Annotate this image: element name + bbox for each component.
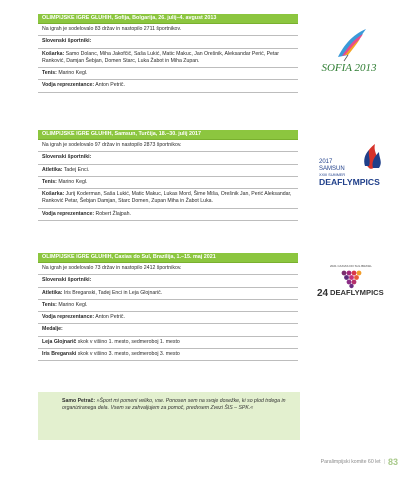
section-header: OLIMPIJSKE IGRE GLUHIH, Caxias do Sul, Brazilija, 1.–15. maj 2021 [38, 253, 298, 263]
caxias-num: 24 [317, 288, 329, 299]
quote-text: »Šport mi pomeni veliko, vse. Ponosen sem na svoje dosežke, ki so plod trdega in organiziranega dela. Vsem se zahvaljujem za pomoč, predvsem Zvezi ŠIS – SPK.« [62, 398, 286, 412]
caxias-top: 2021 CAXIAS DO SUL BRASIL [330, 264, 372, 268]
tenis-row: Tenis: Marino Kegl. [38, 177, 298, 189]
medal-row: Leja Glojnarič skok v višino 1. mesto, sedmeroboj 1. mesto [38, 337, 298, 349]
tenis-row: Tenis: Marino Kegl. [38, 300, 298, 312]
tenis-row: Tenis: Marino Kegl. [38, 68, 298, 80]
caxias-2021-logo [316, 262, 394, 300]
team-leader-row: Vodja reprezentance: Robert Žlajpah. [38, 209, 298, 221]
samsun-sub: XXIII SUMMER [319, 173, 346, 177]
samsun-year: 2017 [319, 159, 333, 165]
medals-heading: Medalje: [38, 324, 298, 336]
quote-author: Samo Petrač: [62, 398, 96, 404]
section-header: OLIMPIJSKE IGRE GLUHIH, Sofija, Bolgarija, 26. julij–4. avgust 2013 [38, 14, 298, 24]
section-intro: Na igrah je sodelovalo 73 držav in nastopilo 2412 športnikov. [38, 263, 298, 275]
footer-separator: | [383, 459, 385, 465]
athletes-heading: Slovenski športniki: [38, 36, 298, 48]
section-intro: Na igrah je sodelovalo 83 držav in nastopilo 2711 športnikov. [38, 24, 298, 36]
footer-text: Paralimpijski komite 60 let [320, 459, 381, 465]
samsun-word: DEAFLYMPICS [319, 177, 380, 187]
samsun-city: SAMSUN [319, 166, 345, 172]
kosarka-row: Košarka: Jurij Koderman, Saša Lukić, Matic Makuc, Lukas Mord, Šime Miša, Orešnik Jan, Perić Aleksandar, Ranković Petar, Šebjan Damjan, Starc Domen, Zupan Miha in Žabot Luka. [38, 189, 298, 209]
atletika-row: Atletika: Tadej Enci. [38, 165, 298, 177]
sofia-2013-logo [308, 25, 390, 75]
samsun-2017-logo [317, 142, 392, 196]
section-sofia-2013 [38, 14, 298, 93]
section-header: OLIMPIJSKE IGRE GLUHIH, Samsun, Turčija, 18.–30. julij 2017 [38, 130, 298, 140]
section-caxias-2021 [38, 253, 298, 361]
section-intro: Na igrah je sodelovalo 97 držav in nastopilo 2873 športnikov. [38, 140, 298, 152]
quill-icon [308, 25, 390, 75]
medal-row: Iris Breganski skok v višino 3. mesto, sedmeroboj 3. mesto [38, 349, 298, 361]
sofia-logo-text: SOFIA 2013 [321, 62, 377, 74]
kosarka-row: Košarka: Samo Dolanc, Miha Jakofčič, Saša Lukić, Matic Makuc, Jan Orešnik, Aleksandar Perić, Petar Ranković, Damjan Šebjan, Domen Starc, Luka Žabot in Miha Zupan. [38, 49, 298, 69]
section-samsun-2017 [38, 130, 298, 221]
page-footer [321, 457, 398, 467]
flame-icon [317, 142, 392, 196]
quote-box [38, 392, 300, 440]
atletika-row: Atletika: Iris Breganski, Tadej Enci in Leja Glojnarič. [38, 288, 298, 300]
team-leader-row: Vodja reprezentance: Anton Petrič. [38, 312, 298, 324]
caxias-word: DEAFLYMPICS [330, 288, 384, 297]
page-number: 83 [387, 457, 398, 467]
athletes-heading: Slovenski športniki: [38, 152, 298, 164]
athletes-heading: Slovenski športniki: [38, 275, 298, 287]
grapes-icon [316, 262, 394, 300]
team-leader-row: Vodja reprezentance: Anton Petrič. [38, 80, 298, 92]
